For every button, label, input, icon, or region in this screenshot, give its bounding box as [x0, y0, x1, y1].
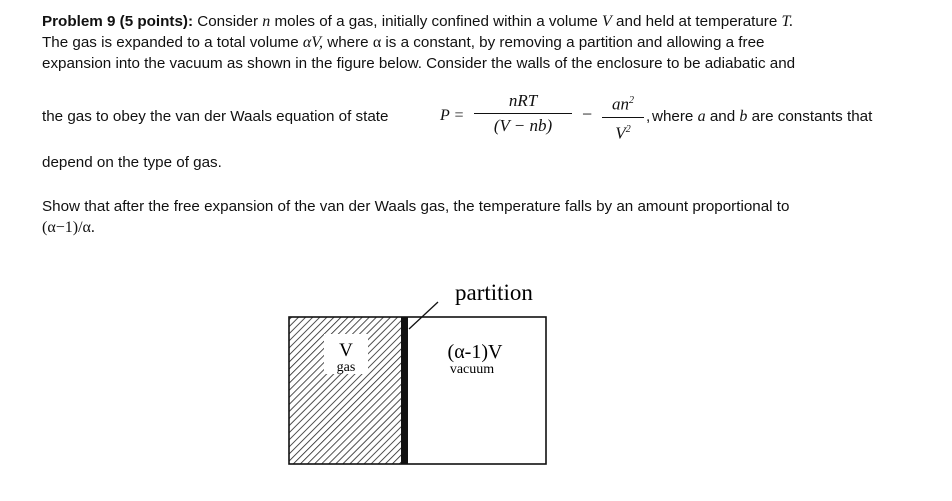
text: the gas to obey the van der Waals equation of state — [42, 108, 389, 125]
gas-label: gas — [336, 360, 356, 375]
problem-heading: Problem 9 (5 points): — [42, 13, 194, 30]
question-line-1: Show that after the free expansion of the van der Waals gas, the temperature falls by an amount proportional to — [42, 198, 790, 215]
var-b: b — [739, 108, 748, 125]
text: The gas is expanded to a total volume — [42, 34, 303, 51]
num-text: an — [612, 94, 629, 114]
vacuum-region — [405, 317, 546, 464]
var-a: a — [697, 108, 706, 125]
den-exponent: 2 — [625, 123, 631, 135]
partition-wall — [401, 317, 408, 464]
vacuum-label: vacuum — [449, 362, 495, 377]
fraction-denominator: (V − nb) — [493, 116, 553, 135]
text: moles of a gas, initially confined within a volume — [270, 13, 603, 30]
line-3: expansion into the vacuum as shown in the figure below. Consider the walls of the enclosure to be adiabatic and — [42, 55, 796, 72]
den-text: V — [615, 123, 626, 143]
text: are constants that — [747, 108, 873, 125]
text: where — [652, 108, 698, 125]
text: where — [323, 34, 373, 51]
var-V: V — [602, 13, 612, 30]
partition-label: partition — [455, 280, 533, 305]
line-5: depend on the type of gas. — [42, 154, 222, 171]
var-alpha: α — [372, 34, 382, 51]
var-n: n — [262, 13, 271, 30]
var-alphaV: αV, — [302, 34, 323, 51]
text: and — [705, 108, 740, 125]
comma: , — [646, 108, 651, 125]
eq-P: P = — [440, 107, 465, 124]
text: Consider — [193, 13, 263, 30]
text: and held at temperature — [611, 13, 782, 30]
minus-sign: − — [582, 104, 593, 124]
question-line-2: (α−1)/α. — [42, 219, 95, 236]
num-exponent: 2 — [629, 95, 634, 106]
text: is a constant, by removing a partition and allowing a free — [381, 34, 765, 51]
fraction-numerator: nRT — [508, 91, 538, 110]
vacuum-volume-label: (α-1)V — [447, 341, 503, 363]
gas-volume-label: V — [339, 340, 353, 361]
var-T: T. — [781, 13, 794, 30]
